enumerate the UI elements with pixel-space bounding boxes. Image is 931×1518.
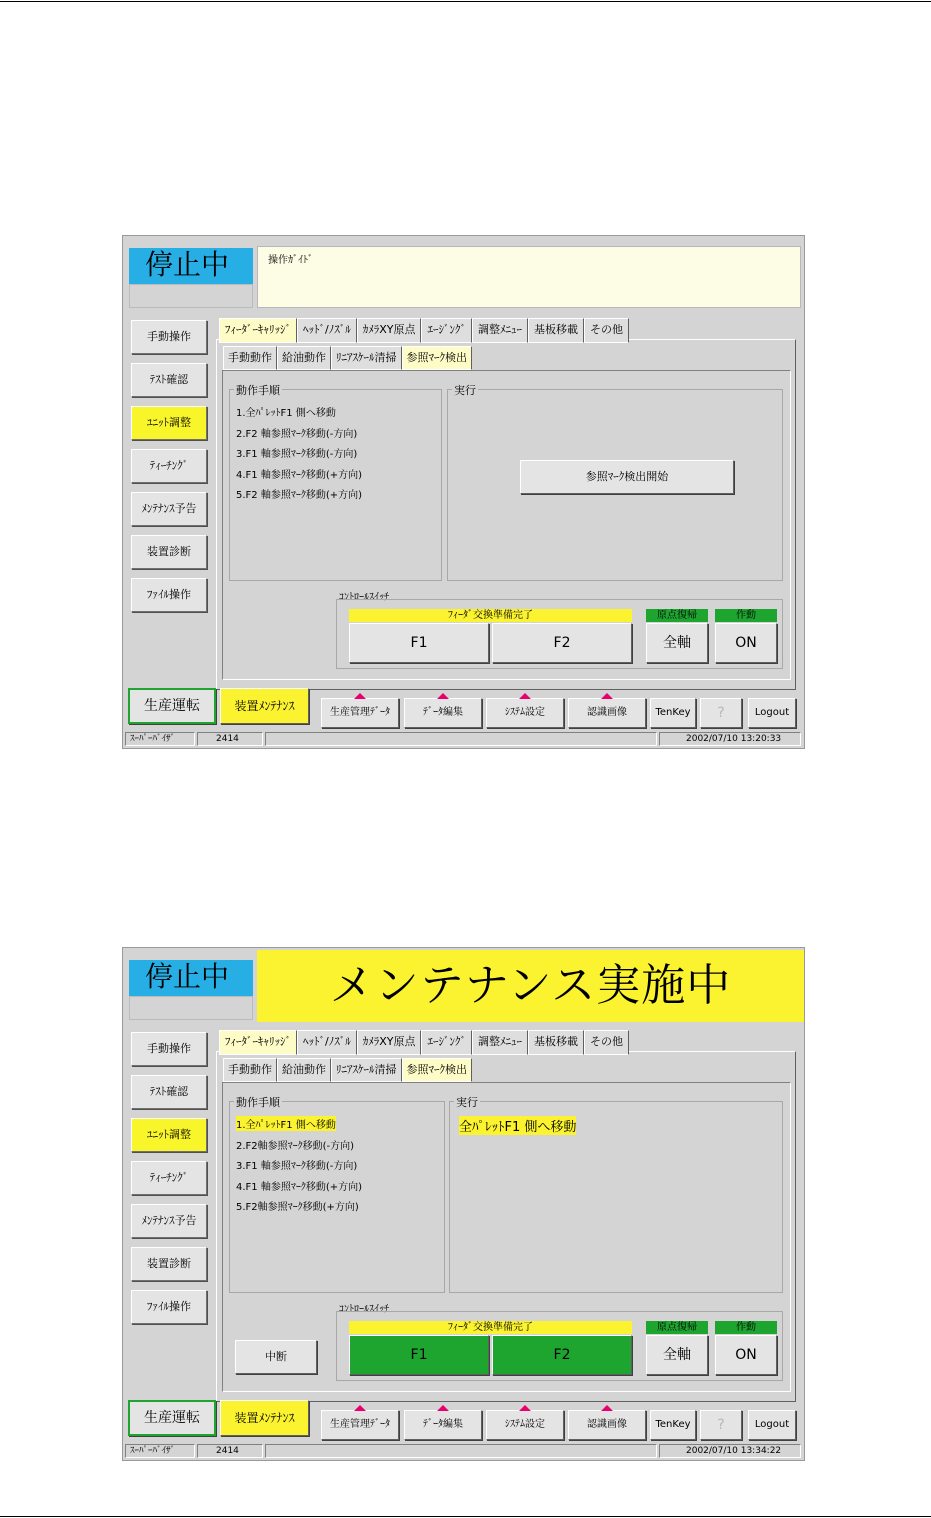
system-settings-label: ｼｽﾃﾑ設定	[505, 707, 545, 718]
status-datetime: 2002/07/10 13:34:22	[659, 1444, 801, 1458]
tenkey-button[interactable]: TenKey	[650, 698, 696, 728]
maintenance-banner: メンテナンス実施中	[257, 950, 804, 1022]
indicator-icon	[354, 1405, 366, 1411]
subtab-bar	[223, 1058, 472, 1080]
step-item: 2.F2 軸参照ﾏｰｸ移動(-方向)	[236, 429, 358, 440]
status-blank	[265, 732, 657, 746]
sidebar-item-manual[interactable]: 手動操作	[131, 1032, 207, 1066]
tab-other[interactable]: その他	[584, 318, 629, 343]
tab-camera-xy[interactable]: ｶﾒﾗXY原点	[357, 1030, 422, 1055]
recognition-image-label: 認識画像	[587, 707, 627, 718]
indicator-icon	[519, 1405, 531, 1411]
exec-label: 実行	[454, 384, 476, 397]
system-settings-button[interactable]	[486, 1410, 564, 1440]
recognition-image-label: 認識画像	[587, 1419, 627, 1430]
sidebar-item-teaching[interactable]: ﾃｨｰﾁﾝｸﾞ	[131, 1161, 207, 1195]
step-item: 3.F1 軸参照ﾏｰｸ移動(-方向)	[236, 449, 358, 460]
indicator-icon	[519, 693, 531, 699]
data-edit-button[interactable]	[404, 1410, 482, 1440]
system-settings-label: ｼｽﾃﾑ設定	[505, 1419, 545, 1430]
home-return-header: 原点復帰	[646, 609, 708, 622]
maintenance-button[interactable]: 装置ﾒﾝﾃﾅﾝｽ	[220, 1400, 309, 1436]
step-item: 4.F1 軸参照ﾏｰｸ移動(+方向)	[236, 470, 363, 481]
all-axes-button[interactable]: 全軸	[646, 623, 708, 663]
sidebar-item-unit-adjust[interactable]: ﾕﾆｯﾄ調整	[131, 406, 207, 440]
run-status-sub	[129, 996, 253, 1020]
step-item-active: 1.全ﾊﾟﾚｯﾄF1 側へ移動	[236, 1116, 336, 1131]
sidebar-item-manual[interactable]: 手動操作	[131, 320, 207, 354]
status-code: 2414	[197, 732, 263, 746]
run-status-sub	[129, 284, 253, 308]
status-user: ｽｰﾊﾟｰﾊﾞｲｻﾞ	[125, 732, 195, 746]
bottom-rule	[0, 1516, 931, 1517]
tab-feeder-carriage[interactable]: ﾌｨｰﾀﾞｰｷｬﾘｯｼﾞ	[219, 1030, 297, 1055]
steps-group	[229, 1096, 445, 1293]
sidebar-item-file[interactable]: ﾌｧｲﾙ操作	[131, 1290, 207, 1324]
status-datetime: 2002/07/10 13:20:33	[659, 732, 801, 746]
sidebar-item-test[interactable]: ﾃｽﾄ確認	[131, 1075, 207, 1109]
sidebar-item-maintenance-notice[interactable]: ﾒﾝﾃﾅﾝｽ予告	[131, 1204, 207, 1238]
abort-button[interactable]: 中断	[235, 1340, 317, 1374]
steps-group	[229, 384, 442, 581]
sidebar-item-teaching[interactable]: ﾃｨｰﾁﾝｸﾞ	[131, 449, 207, 483]
step-item: 5.F2 軸参照ﾏｰｸ移動(+方向)	[236, 490, 363, 501]
action-header: 作動	[715, 1321, 777, 1334]
subtab-lubrication[interactable]: 給油動作	[277, 1058, 331, 1082]
status-code: 2414	[197, 1444, 263, 1458]
control-switch-label: ｺﾝﾄﾛｰﾙｽｲｯﾁ	[339, 592, 389, 603]
run-status: 停止中	[129, 248, 253, 284]
logout-button[interactable]: Logout	[748, 1410, 796, 1440]
tenkey-button[interactable]: TenKey	[650, 1410, 696, 1440]
tab-bar	[219, 318, 629, 341]
subtab-lubrication[interactable]: 給油動作	[277, 346, 331, 370]
step-item: 2.F2軸参照ﾏｰｸ移動(-方向)	[236, 1141, 355, 1152]
sidebar-item-file[interactable]: ﾌｧｲﾙ操作	[131, 578, 207, 612]
screen-2	[122, 947, 805, 1461]
tab-other[interactable]: その他	[584, 1030, 629, 1055]
subtab-bar	[223, 346, 472, 368]
tab-bar	[219, 1030, 629, 1053]
f1-button[interactable]: F1	[349, 1335, 489, 1375]
indicator-icon	[601, 1405, 613, 1411]
production-data-button[interactable]	[321, 698, 399, 728]
recognition-image-button[interactable]	[568, 698, 646, 728]
feeder-ready-header: ﾌｨｰﾀﾞ交換準備完了	[349, 609, 632, 622]
sidebar-item-test[interactable]: ﾃｽﾄ確認	[131, 363, 207, 397]
exec-label: 実行	[456, 1096, 478, 1109]
step-item: 4.F1 軸参照ﾏｰｸ移動(+方向)	[236, 1182, 363, 1193]
sidebar-item-unit-adjust[interactable]: ﾕﾆｯﾄ調整	[131, 1118, 207, 1152]
data-edit-button[interactable]	[404, 698, 482, 728]
subtab-manual-action[interactable]: 手動動作	[223, 346, 277, 370]
help-icon[interactable]: ?	[700, 1410, 742, 1440]
tab-board-transfer[interactable]: 基板移載	[528, 1030, 584, 1055]
tab-feeder-carriage[interactable]: ﾌｨｰﾀﾞｰｷｬﾘｯｼﾞ	[219, 318, 297, 343]
maintenance-button[interactable]: 装置ﾒﾝﾃﾅﾝｽ	[220, 688, 309, 724]
tab-aging[interactable]: ｴｰｼﾞﾝｸﾞ	[421, 318, 472, 343]
production-data-label: 生産管理ﾃﾞｰﾀ	[330, 707, 390, 718]
help-icon[interactable]: ?	[700, 698, 742, 728]
on-button[interactable]: ON	[715, 1335, 777, 1375]
sidebar-item-maintenance-notice[interactable]: ﾒﾝﾃﾅﾝｽ予告	[131, 492, 207, 526]
recognition-image-button[interactable]	[568, 1410, 646, 1440]
indicator-icon	[601, 693, 613, 699]
tab-head-nozzle[interactable]: ﾍｯﾄﾞ/ﾉｽﾞﾙ	[297, 318, 357, 343]
tab-board-transfer[interactable]: 基板移載	[528, 318, 584, 343]
production-run-button[interactable]: 生産運転	[128, 1400, 216, 1436]
sidebar-item-diagnosis[interactable]: 装置診断	[131, 535, 207, 569]
production-data-label: 生産管理ﾃﾞｰﾀ	[330, 1419, 390, 1430]
f1-button[interactable]: F1	[349, 623, 489, 663]
f2-button[interactable]: F2	[492, 623, 632, 663]
top-rule	[0, 1, 931, 2]
subtab-linear-scale[interactable]: ﾘﾆｱｽｹｰﾙ清掃	[331, 1058, 402, 1082]
subtab-reference-mark[interactable]: 参照ﾏｰｸ検出	[402, 346, 473, 370]
tab-adjust-menu[interactable]: 調整ﾒﾆｭｰ	[472, 1030, 528, 1055]
system-settings-button[interactable]	[486, 698, 564, 728]
indicator-icon	[437, 1405, 449, 1411]
production-run-button[interactable]: 生産運転	[128, 688, 216, 724]
step-item: 3.F1 軸参照ﾏｰｸ移動(-方向)	[236, 1161, 358, 1172]
status-user: ｽｰﾊﾟｰﾊﾞｲｻﾞ	[125, 1444, 195, 1458]
on-button[interactable]: ON	[715, 623, 777, 663]
step-item: 5.F2軸参照ﾏｰｸ移動(+方向)	[236, 1202, 359, 1213]
indicator-icon	[437, 693, 449, 699]
step-item: 1.全ﾊﾟﾚｯﾄF1 側へ移動	[236, 408, 336, 419]
logout-button[interactable]: Logout	[748, 698, 796, 728]
start-reference-mark-button[interactable]: 参照ﾏｰｸ検出開始	[520, 460, 734, 494]
status-blank	[265, 1444, 657, 1458]
tab-head-nozzle[interactable]: ﾍｯﾄﾞ/ﾉｽﾞﾙ	[297, 1030, 357, 1055]
tab-adjust-menu[interactable]: 調整ﾒﾆｭｰ	[472, 318, 528, 343]
data-edit-label: ﾃﾞｰﾀ編集	[423, 1419, 463, 1430]
steps-label: 動作手順	[236, 384, 280, 397]
screen-1	[122, 235, 805, 749]
production-data-button[interactable]	[321, 1410, 399, 1440]
subtab-manual-action[interactable]: 手動動作	[223, 1058, 277, 1082]
subtab-linear-scale[interactable]: ﾘﾆｱｽｹｰﾙ清掃	[331, 346, 402, 370]
all-axes-button[interactable]: 全軸	[646, 1335, 708, 1375]
data-edit-label: ﾃﾞｰﾀ編集	[423, 707, 463, 718]
run-status: 停止中	[129, 960, 253, 996]
tab-camera-xy[interactable]: ｶﾒﾗXY原点	[357, 318, 422, 343]
tab-aging[interactable]: ｴｰｼﾞﾝｸﾞ	[421, 1030, 472, 1055]
home-return-header: 原点復帰	[646, 1321, 708, 1334]
f2-button[interactable]: F2	[492, 1335, 632, 1375]
indicator-icon	[354, 693, 366, 699]
control-switch-label: ｺﾝﾄﾛｰﾙｽｲｯﾁ	[339, 1304, 389, 1315]
operation-guide: 操作ｶﾞｲﾄﾞ	[257, 246, 801, 308]
feeder-ready-header: ﾌｨｰﾀﾞ交換準備完了	[349, 1321, 632, 1334]
sidebar-item-diagnosis[interactable]: 装置診断	[131, 1247, 207, 1281]
exec-message: 全ﾊﾟﾚｯﾄF1 側へ移動	[459, 1116, 576, 1135]
steps-label: 動作手順	[236, 1096, 280, 1109]
action-header: 作動	[715, 609, 777, 622]
subtab-reference-mark[interactable]: 参照ﾏｰｸ検出	[402, 1058, 473, 1082]
